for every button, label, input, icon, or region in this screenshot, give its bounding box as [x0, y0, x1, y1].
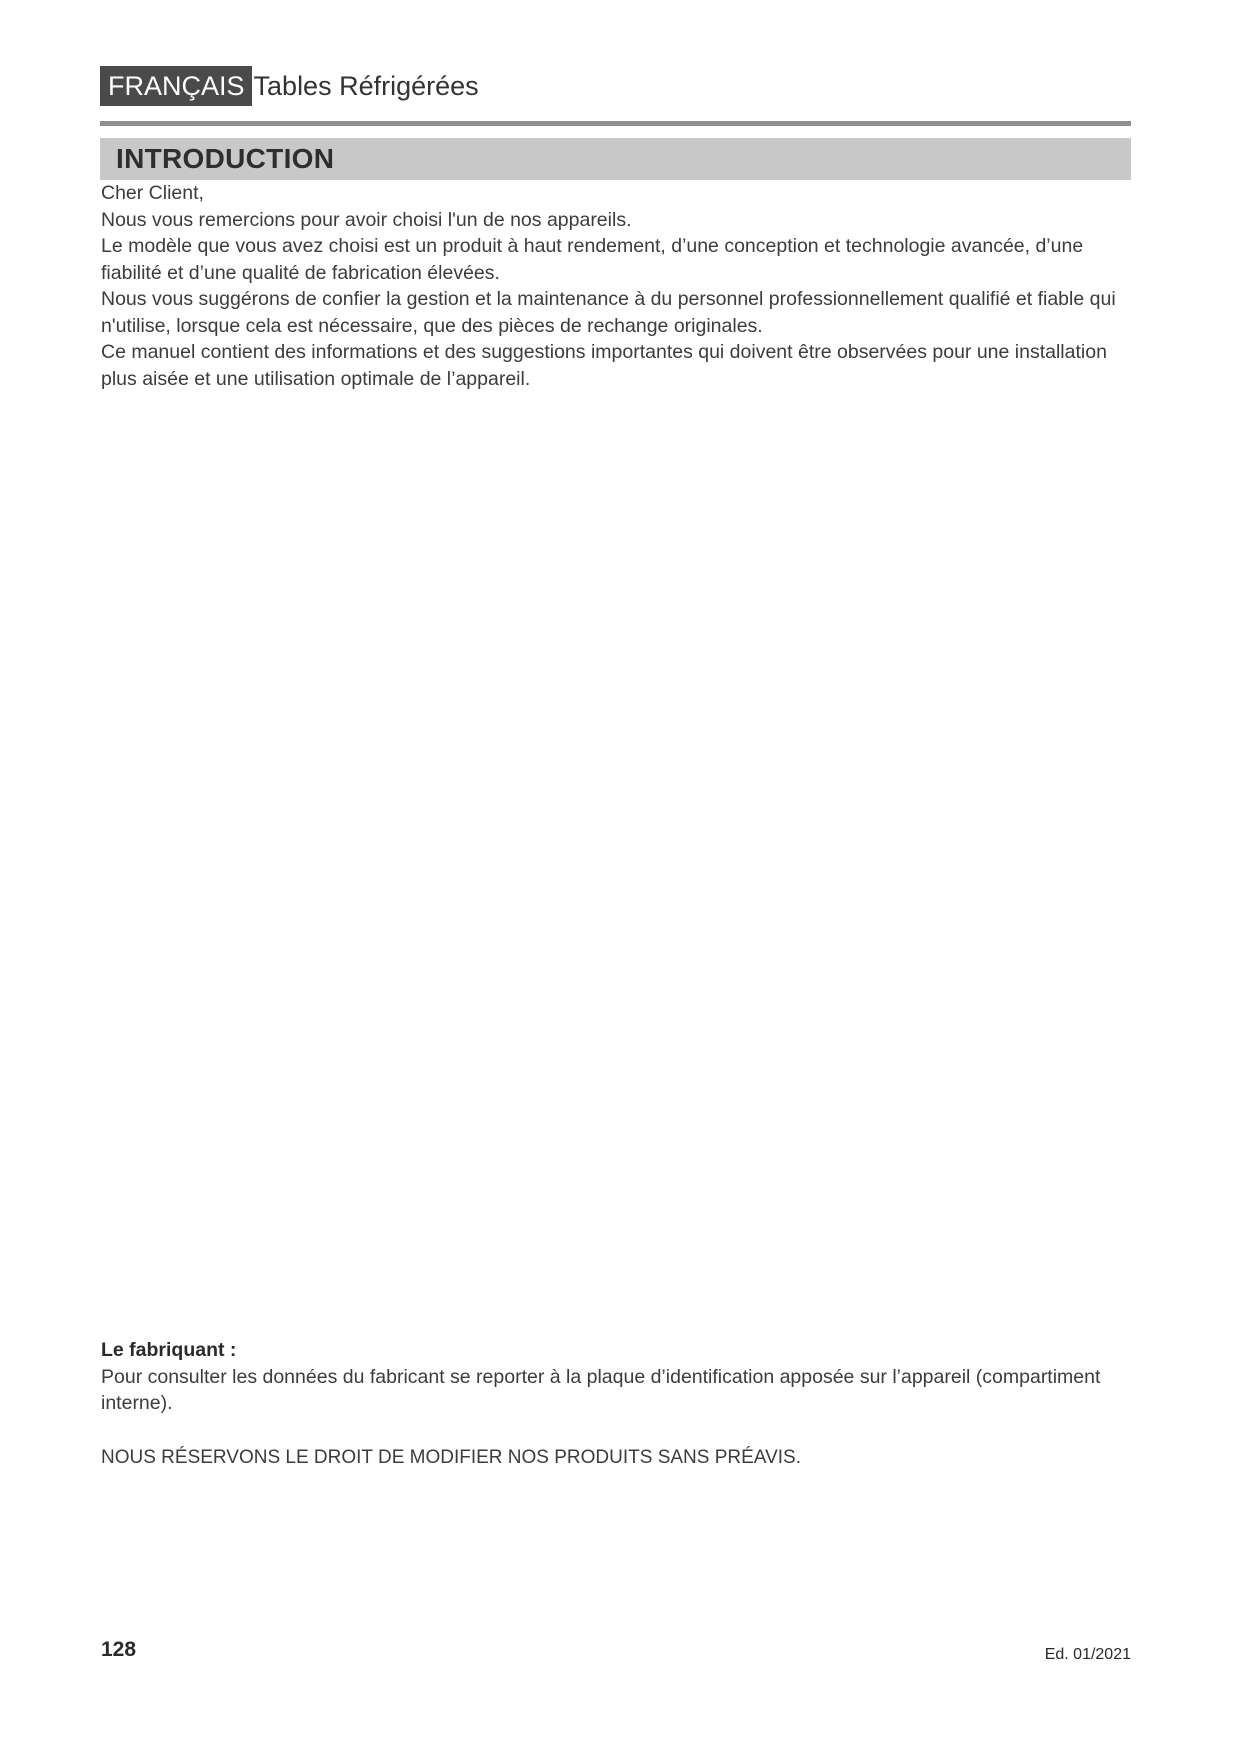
manufacturer-text: Pour consulter les données du fabricant se reporter à la plaque d’identification apposée sur l’appareil (compartiment interne). — [101, 1365, 1101, 1414]
page-number: 128 — [101, 1638, 137, 1661]
intro-paragraph: Nous vous suggérons de confier la gestion et la maintenance à du personnel professionnellement qualifié et fiable qui n'utilise, lorsque cela est nécessaire, que des pièces de rechange originales. — [101, 288, 1116, 337]
header-divider — [100, 121, 1131, 126]
intro-paragraph: Le modèle que vous avez choisi est un produit à haut rendement, d’une conception et technologie avancée, d’une fiabilité et d’une qualité de fabrication élevées. — [101, 235, 1084, 284]
intro-paragraph: Nous vous remercions pour avoir choisi l'un de nos appareils. — [101, 208, 632, 231]
introduction-body — [101, 180, 1133, 392]
document-title: Tables Réfrigérées — [253, 71, 479, 101]
section-heading-bar — [100, 138, 1131, 180]
page-header — [100, 66, 479, 106]
language-badge: FRANÇAIS — [100, 66, 252, 106]
rights-notice: NOUS RÉSERVONS LE DROIT DE MODIFIER NOS PRODUITS SANS PRÉAVIS. — [101, 1447, 801, 1468]
intro-paragraph: Ce manuel contient des informations et des suggestions importantes qui doivent être observées pour une installation plus aisée et une utilisation optimale de l’appareil. — [101, 341, 1107, 390]
manufacturer-section — [101, 1337, 1133, 1417]
manufacturer-heading: Le fabriquant : — [101, 1339, 237, 1361]
edition-label: Ed. 01/2021 — [1044, 1646, 1131, 1663]
section-title: INTRODUCTION — [116, 143, 335, 174]
greeting: Cher Client, — [101, 182, 204, 204]
